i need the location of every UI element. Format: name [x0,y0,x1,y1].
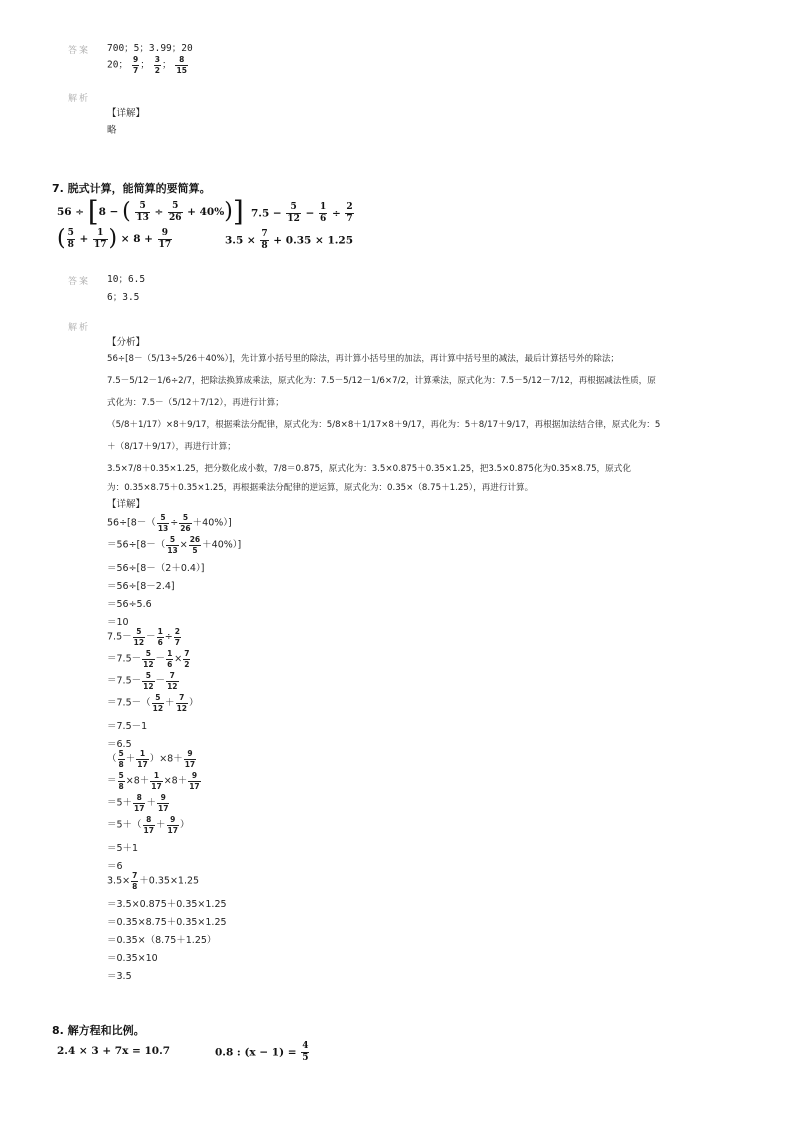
calc-1-step-2: ＝56÷[8－（2＋0.4）] [107,563,205,574]
q8-equation-1: 2.4 × 3 + 7x = 10.7 [57,1045,171,1057]
analysis-label: 解析 [68,94,91,104]
q7-answer-line2: 6；3.5 [107,292,140,303]
analysis-line-2: 7.5－5/12－1/6÷2/7，把除法换算成乘法，原式化为：7.5－5/12－1/6×7/2，计算乘法，原式化为：7.5－5/12－7/12，再根据减法性质，原 [107,376,656,386]
analysis-heading: 【分析】 [107,337,146,348]
calc-3-start: （ $\frac{5}{8}$ ＋ $\frac{1}{17}$ ）×8＋ $\frac{9}{17}$ [107,749,196,769]
calc-3-step-3: ＝5＋（ $\frac{8}{17}$ ＋ $\frac{9}{17}$ ） [107,815,190,835]
calc-2-step-2: ＝7.5－ $\frac{5}{12}$ － $\frac{7}{12}$ [107,671,178,691]
q8-equation-2: 0.8 : (x − 1) = $\frac{4}{5}$ [215,1041,309,1063]
calc-4-step-3: ＝0.35×（8.75＋1.25） [107,935,217,946]
calc-2-start: 7.5－ $\frac{5}{12}$ － $\frac{1}{6}$ ÷ $\frac{2}{7}$ [107,627,180,647]
calc-1-step-1: ＝56÷[8－（ $\frac{5}{13}$ × $\frac{26}{5}$ ＋40%）] [107,535,242,555]
detail-heading: 【详解】 [107,499,146,510]
answer-label: 答案 [68,46,91,56]
calc-2-step-3: ＝7.5－（ $\frac{5}{12}$ ＋ $\frac{7}{12}$ ） [107,693,199,713]
calc-4-start: 3.5× $\frac{7}{8}$ ＋0.35×1.25 [107,871,200,891]
calc-4-step-2: ＝0.35×8.75＋0.35×1.25 [107,917,227,928]
calc-3-step-2: ＝5＋ $\frac{8}{17}$ ＋ $\frac{9}{17}$ [107,793,169,813]
q6-detail: 略 [107,125,117,136]
calc-2-step-4: ＝7.5－1 [107,721,148,732]
analysis-label: 解析 [68,323,91,333]
calc-1-step-4: ＝56÷5.6 [107,599,152,610]
calc-2-result: ＝6.5 [107,739,132,750]
analysis-line-6: 3.5×7/8＋0.35×1.25，把分数化成小数，7/8＝0.875，原式化为：3.5×0.875＋0.35×1.25，把3.5×0.875化为0.35×8.75，原式化 [107,464,631,474]
q7-expression-1: 56 ÷ [8 − ( $\frac{5}{13}$ ÷ $\frac{5}{26}$ + 40%)] [57,195,244,228]
analysis-line-3: 式化为：7.5－（5/12＋7/12），再进行计算； [107,398,284,408]
calc-3-result: ＝6 [107,861,123,872]
calc-4-step-4: ＝0.35×10 [107,953,158,964]
analysis-line-5: ＋（8/17＋9/17），再进行计算； [107,442,236,452]
answer-label: 答案 [68,277,91,287]
detail-heading: 【详解】 [107,108,146,119]
q6-answer-line1: 700；5；3.99；20 [107,43,193,54]
analysis-line-4: （5/8＋1/17）×8＋9/17，根据乘法分配律，原式化为：5/8×8＋1/17×8＋9/17，再化为：5＋8/17＋9/17，再根据加法结合律，原式化为：5 [107,420,661,430]
q7-answer-line1: 10；6.5 [107,274,146,285]
calc-1-result: ＝10 [107,617,129,628]
calc-1-start: 56÷[8－（ $\frac{5}{13}$ ÷ $\frac{5}{26}$ ＋40%）] [107,513,232,533]
calc-3-step-4: ＝5＋1 [107,843,139,854]
calc-4-result: ＝3.5 [107,971,132,982]
question-8-title: 8. 解方程和比例。 [52,1024,145,1037]
q7-expression-2: 7.5 − $\frac{5}{12}$ − $\frac{1}{6}$ ÷ $\frac{2}{7}$ [251,202,353,224]
calc-3-step-1: ＝ $\frac{5}{8}$ ×8＋ $\frac{1}{17}$ ×8＋ $\frac{9}{17}$ [107,771,200,791]
q6-answer-line2: 20； $\frac{9}{7}$ ； $\frac{3}{2}$ ； $\frac{8}{15}$ [107,55,187,75]
analysis-line-1: 56÷[8－（5/13÷5/26＋40%）]，先计算小括号里的除法，再计算小括号里的加法，再计算中括号里的减法，最后计算括号外的除法； [107,354,620,364]
calc-1-step-3: ＝56÷[8－2.4] [107,581,175,592]
calc-4-step-1: ＝3.5×0.875＋0.35×1.25 [107,899,227,910]
calc-2-step-1: ＝7.5－ $\frac{5}{12}$ － $\frac{1}{6}$ × $\frac{7}{2}$ [107,649,190,669]
question-7-title: 7. 脱式计算，能简算的要简算。 [52,182,211,195]
q7-expression-3: ( $\frac{5}{8}$ + $\frac{1}{17}$ ) × 8 + $\frac{9}{17}$ [57,226,172,251]
q7-expression-4: 3.5 × $\frac{7}{8}$ + 0.35 × 1.25 [225,229,354,251]
analysis-line-7: 为：0.35×8.75＋0.35×1.25，再根据乘法分配律的逆运算，原式化为：0.35×（8.75＋1.25），再进行计算。 [107,483,534,493]
